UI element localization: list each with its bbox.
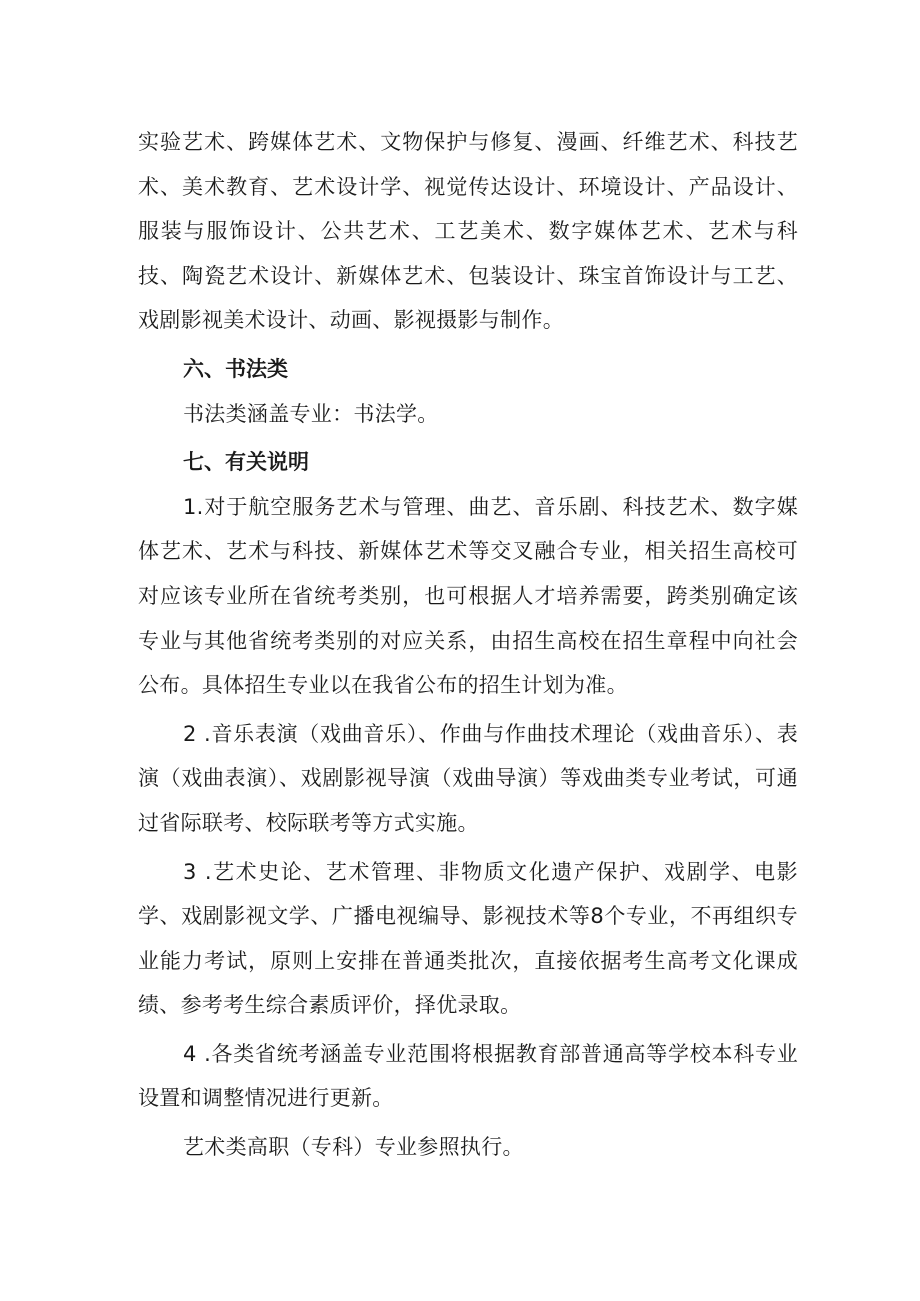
note-item-1: 1.对于航空服务艺术与管理、曲艺、音乐剧、科技艺术、数字媒体艺术、艺术与科技、新媒体艺术等交叉融合专业，相关招生高校可对应该专业所在省统考类别，也可根据人才培养需要，跨类别确定该专业与其他省统考类别的对应关系，由招生高校在招生章程中向社会公布。具体招生专业以在我省公布的招生计划为准。 (138, 494, 798, 698)
paragraph-vocational-note: 艺术类高职（专科）专业参照执行。 (183, 1135, 524, 1160)
note-item-2: 2 .音乐表演（戏曲音乐）、作曲与作曲技术理论（戏曲音乐）、表演（戏曲表演）、戏剧影视导演（戏曲导演）等戏曲类专业考试，可通过省际联考、校际联考等方式实施。 (138, 721, 798, 835)
section-heading-calligraphy: 六、书法类 (183, 356, 288, 381)
paragraph-calligraphy-majors: 书法类涵盖专业：书法学。 (183, 401, 439, 426)
note-item-4: 4 .各类省统考涵盖专业范围将根据教育部普通高等学校本科专业设置和调整情况进行更新。 (138, 1041, 798, 1111)
section-heading-notes: 七、有关说明 (183, 450, 309, 475)
note-item-3: 3 .艺术史论、艺术管理、非物质文化遗产保护、戏剧学、电影学、戏剧影视文学、广播电视编导、影视技术等8个专业，不再组织专业能力考试，原则上安排在普通类批次，直接依据考生高考文化课成绩、参考考生综合素质评价，择优录取。 (138, 859, 798, 1018)
paragraph-art-majors-list: 实验艺术、跨媒体艺术、文物保护与修复、漫画、纤维艺术、科技艺术、美术教育、艺术设计学、视觉传达设计、环境设计、产品设计、服装与服饰设计、公共艺术、工艺美术、数字媒体艺术、艺术与科技、陶瓷艺术设计、新媒体艺术、包装设计、珠宝首饰设计与工艺、戏剧影视美术设计、动画、影视摄影与制作。 (138, 130, 798, 333)
document-body (138, 120, 798, 1170)
